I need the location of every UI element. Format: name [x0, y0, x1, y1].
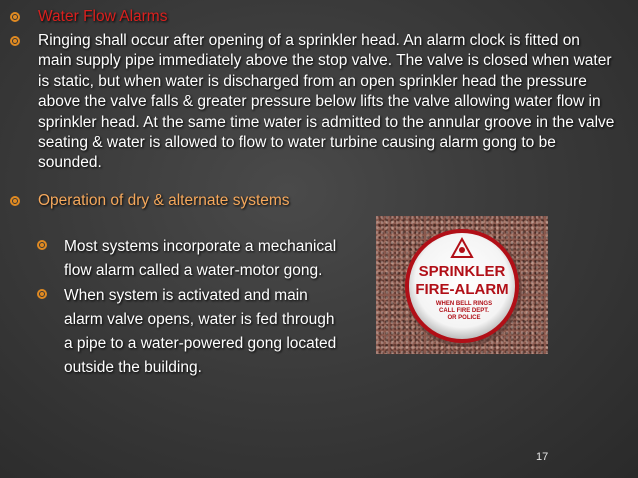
bullet-icon — [37, 289, 47, 299]
sub-bullet-text — [64, 235, 336, 283]
heading-row — [10, 7, 167, 27]
sub-bullet-text — [64, 284, 336, 380]
alarm-gong-illustration — [376, 216, 548, 354]
sub-bullet-line: alarm valve opens, water is fed through — [64, 311, 335, 328]
sign-small-2: CALL FIRE DEPT. — [439, 308, 489, 314]
sign-title-1: SPRINKLER — [418, 263, 506, 280]
paragraph-line: main supply pipe immediately above the stop valve. The valve is closed when water — [38, 52, 612, 70]
paragraph-line: Ringing shall occur after opening of a sprinkler head. An alarm clock is fitted on — [38, 32, 580, 49]
paragraph-line: sprinkler head. At the same time water is admitted to the annular groove in the valve — [38, 113, 615, 131]
sub-bullet-line: outside the building. — [64, 359, 202, 376]
sign-small-3: OR POLICE — [447, 315, 481, 321]
slide-heading: Water Flow Alarms — [38, 8, 168, 25]
sub-bullet-2 — [37, 284, 336, 380]
sub-bullet-line: a pipe to a water-powered gong located — [64, 335, 337, 352]
sign-small-1: WHEN BELL RINGS — [435, 301, 493, 307]
subheading-row — [10, 191, 290, 211]
sub-bullet-line: When system is activated and main — [64, 287, 308, 304]
paragraph-line: sounded. — [38, 154, 102, 172]
paragraph — [38, 31, 614, 174]
paragraph-line: above the valve falls & greater pressure below lifts the valve allowing water flow in — [38, 93, 601, 111]
paragraph-line: is static, but when water is discharged from an open sprinkler head the pressure — [38, 72, 587, 90]
sprinkler-alarm-photo — [376, 216, 548, 354]
paragraph-row — [10, 31, 614, 174]
sign-title-2: FIRE-ALARM — [415, 281, 509, 298]
subheading: Operation of dry & alternate systems — [38, 192, 290, 209]
bullet-icon — [10, 12, 20, 22]
sub-bullet-line: Most systems incorporate a mechanical — [64, 238, 337, 255]
page-number: 17 — [536, 451, 549, 463]
paragraph-line: seating & water is allowed to flow to water turbine causing alarm gong to be — [38, 134, 556, 152]
bullet-icon — [10, 36, 20, 46]
bullet-icon — [10, 196, 20, 206]
sub-bullet-1 — [37, 235, 336, 283]
sub-bullet-line: flow alarm called a water-motor gong. — [64, 262, 323, 279]
bullet-icon — [37, 240, 47, 250]
